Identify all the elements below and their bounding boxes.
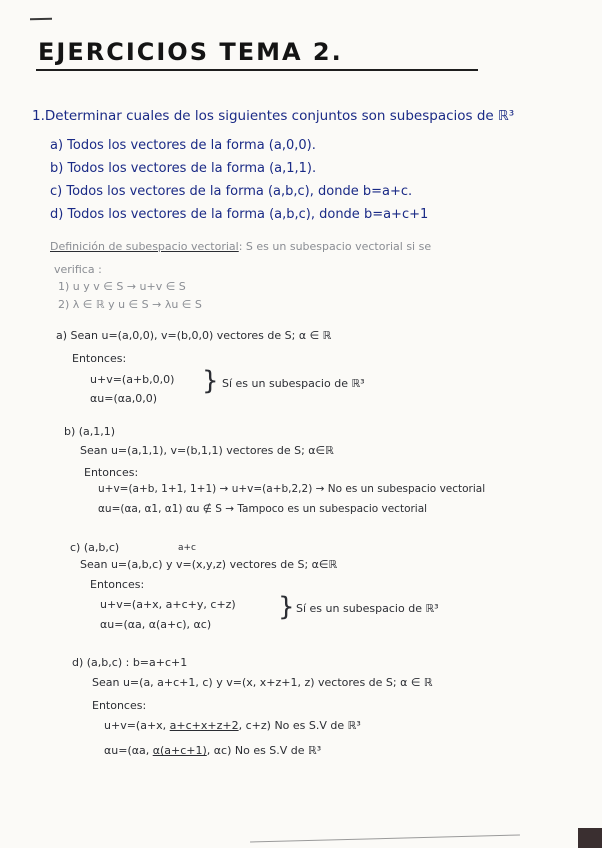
part-a-intro: a) Sean u=(a,0,0), v=(b,0,0) vectores de S; α ∈ ℝ bbox=[56, 329, 332, 342]
definition-condition-2: 2) λ ∈ ℝ y u ∈ S → λu ∈ S bbox=[58, 298, 202, 311]
definition-line2: verifica : bbox=[54, 263, 102, 276]
definition-line bbox=[50, 240, 431, 253]
option-d: d) Todos los vectores de la forma (a,b,c), donde b=a+c+1 bbox=[50, 207, 429, 222]
title-underline bbox=[36, 69, 478, 71]
part-a-conclusion: Sí es un subespacio de ℝ³ bbox=[222, 377, 365, 390]
part-a-sum: u+v=(a+b,0,0) bbox=[90, 373, 175, 386]
part-a-scalar: αu=(αa,0,0) bbox=[90, 392, 158, 405]
part-b-intro: Sean u=(a,1,1), v=(b,1,1) vectores de S; α∈ℝ bbox=[80, 444, 334, 457]
part-c-intro: Sean u=(a,b,c) y v=(x,y,z) vectores de S; α∈ℝ bbox=[80, 558, 338, 571]
option-b: b) Todos los vectores de la forma (a,1,1). bbox=[50, 161, 317, 176]
part-c-then: Entonces: bbox=[90, 578, 145, 591]
part-d-sum-underlined: a+c+x+z+2 bbox=[169, 719, 239, 732]
part-a-then: Entonces: bbox=[72, 352, 127, 365]
question-prompt: 1.Determinar cuales de los siguientes conjuntos son subespacios de ℝ³ bbox=[32, 108, 515, 124]
definition-text: : S es un subespacio vectorial si se bbox=[238, 240, 432, 253]
part-d-sum-suffix: , c+z) No es S.V de ℝ³ bbox=[238, 719, 361, 732]
part-d-sum-line bbox=[104, 719, 361, 732]
part-c-label: c) (a,b,c) bbox=[70, 541, 120, 554]
page-title: EJERCICIOS TEMA 2. bbox=[38, 38, 343, 66]
page-bottom-line bbox=[250, 834, 520, 842]
part-b-then: Entonces: bbox=[84, 466, 139, 479]
page-edge-mark bbox=[30, 18, 52, 20]
part-d-scalar-underlined: α(a+c+1) bbox=[152, 744, 207, 757]
part-c-annotation: a+c bbox=[178, 543, 197, 553]
part-b-sum: u+v=(a+b, 1+1, 1+1) → u+v=(a+b,2,2) → No es un subespacio vectorial bbox=[98, 483, 486, 495]
page-corner-shadow bbox=[578, 828, 602, 848]
part-d-intro: Sean u=(a, a+c+1, c) y v=(x, x+z+1, z) vectores de S; α ∈ ℝ bbox=[92, 676, 433, 689]
part-c-sum: u+v=(a+x, a+c+y, c+z) bbox=[100, 598, 236, 611]
part-d-scalar-prefix: αu=(αa, bbox=[104, 744, 153, 757]
part-d-sum-prefix: u+v=(a+x, bbox=[104, 719, 170, 732]
option-a: a) Todos los vectores de la forma (a,0,0). bbox=[50, 138, 316, 153]
part-d-label: d) (a,b,c) : b=a+c+1 bbox=[72, 656, 188, 669]
part-c-conclusion: Sí es un subespacio de ℝ³ bbox=[296, 602, 439, 615]
part-c-brace: } bbox=[278, 592, 295, 622]
part-d-then: Entonces: bbox=[92, 699, 147, 712]
part-d-scalar-suffix: , αc) No es S.V de ℝ³ bbox=[206, 744, 322, 757]
part-b-scalar: αu=(αa, α1, α1) αu ∉ S → Tampoco es un subespacio vectorial bbox=[98, 503, 428, 515]
definition-heading: Definición de subespacio vectorial bbox=[50, 240, 239, 253]
part-c-scalar: αu=(αa, α(a+c), αc) bbox=[100, 618, 212, 631]
option-c: c) Todos los vectores de la forma (a,b,c), donde b=a+c. bbox=[50, 184, 413, 199]
part-a-brace: } bbox=[202, 366, 219, 396]
definition-condition-1: 1) u y v ∈ S → u+v ∈ S bbox=[58, 280, 186, 293]
part-b-label: b) (a,1,1) bbox=[64, 425, 116, 438]
part-d-scalar-line bbox=[104, 744, 321, 757]
